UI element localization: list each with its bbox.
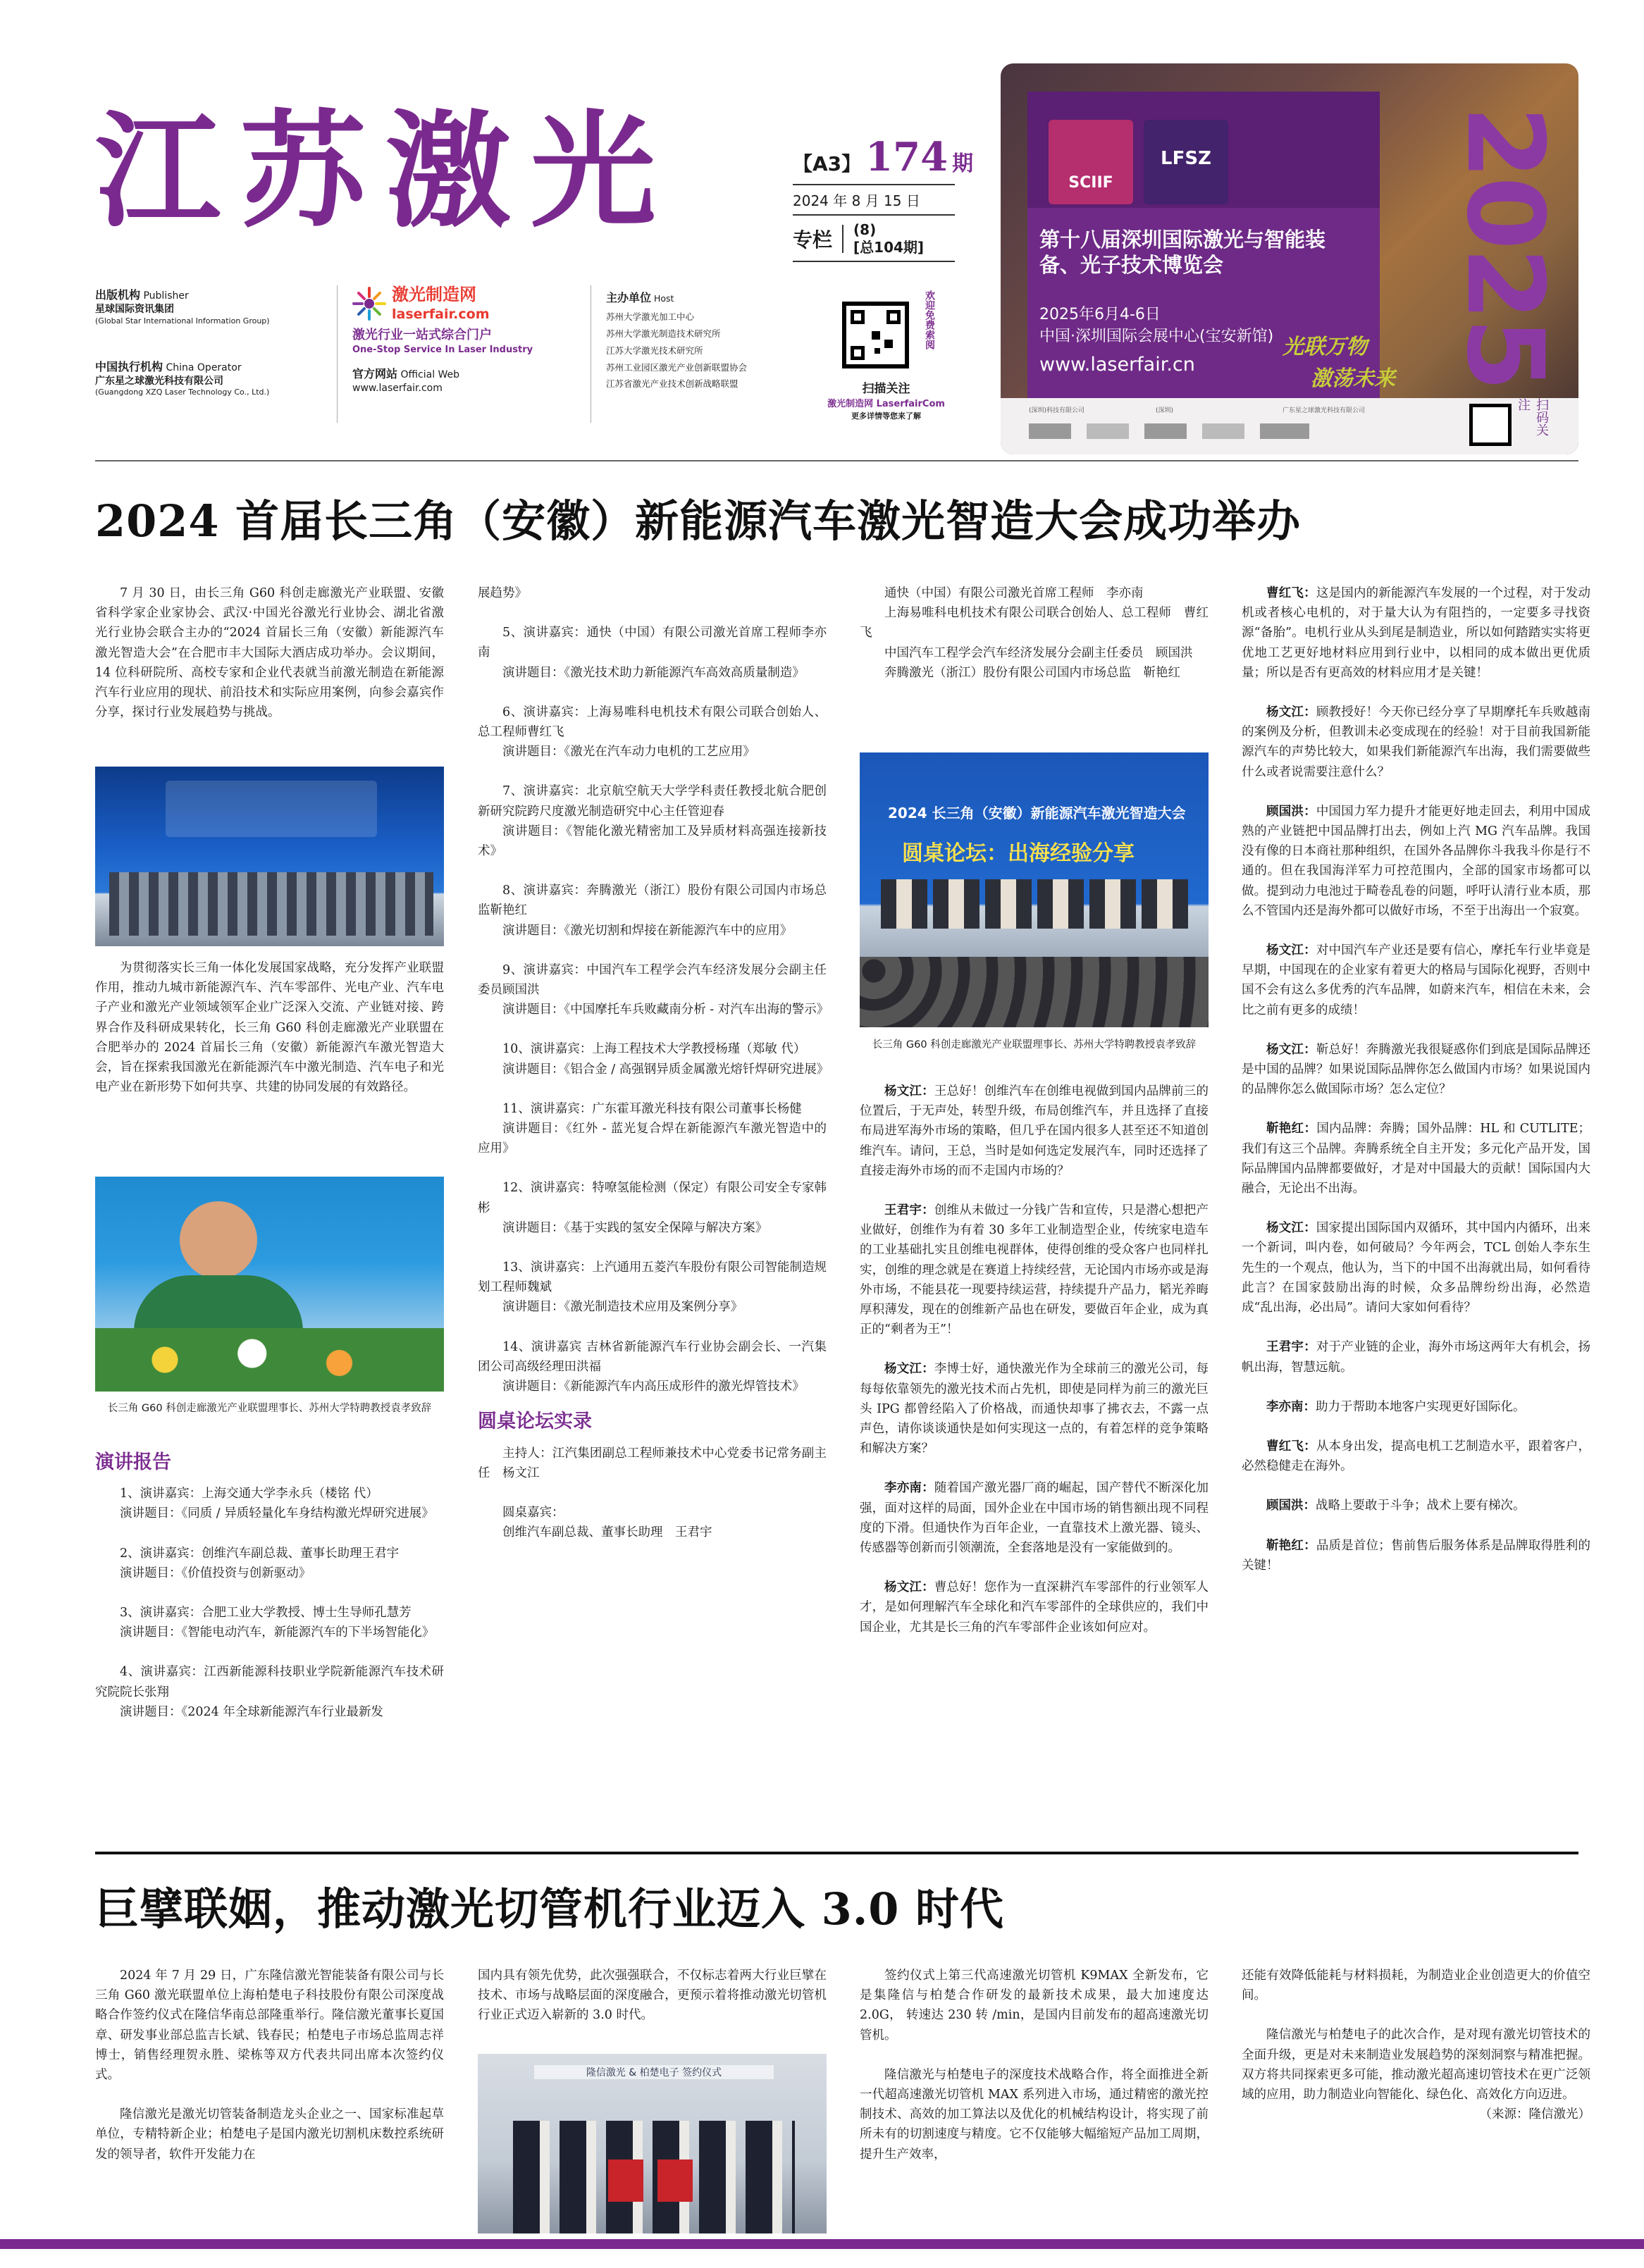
ad-strip-text: 广东星之球激光科技有限公司: [1283, 407, 1366, 414]
dialog-text: 助力于帮助本地客户实现更好国际化。: [1316, 1399, 1526, 1414]
roundtable-col3: [860, 583, 1209, 683]
article2-para: 隆信激光与柏楚电子的深度技术战略合作，将全面推进全新一代超高速激光切管机 MAX 系列进入市场，通过精密的激光控制技术、高效的加工算法以及优化的机械结构设计，将实现了前所未有的切割速度与精度。它不仅能够大幅缩短产品加工周期，提升生产效率，: [860, 2067, 1209, 2162]
dialog-speaker: 曹红飞：: [1266, 1439, 1316, 1454]
roundtable-guest: 上海易唯科电机技术有限公司联合创始人、总工程师 曹红飞: [860, 606, 1209, 640]
talk-title: 演讲题目：《激光在汽车动力电机的工艺应用》: [502, 745, 755, 760]
host-item: 苏州工业园区激光产业创新联盟协会: [606, 361, 748, 373]
dialog-text: 创维从未做过一分钱广告和宣传，只是潜心想把产业做好，创维作为有着 30 多年工业制造型企业，传统家电造车的工业基础扎实且创维电视群体，使得创维的受众客户也同样扎实，创维的理念就是在赛道上持续经营，无论国内市场亦或是海外市场，不能县花一现要持续运营，持续提升产品力，韬光养晦厚积薄发，现在的创维新产品也在研发，要做百年企业，成为真正的“剩者为王”！: [860, 1203, 1209, 1337]
edition-label: 【A3】: [793, 152, 862, 175]
roundtable-guest: 中国汽车工程学会汽车经济发展分会副主任委员 顾国洪: [884, 645, 1193, 660]
dialog-text: 靳总好！奔腾激光我很疑惑你们到底是国际品牌还是中国的品牌？如果说国际品牌你怎么做国内市场？如果说国内的品牌你怎么做国际市场？怎么定位？: [1242, 1042, 1591, 1097]
qr-scan-label: 扫描关注: [862, 382, 910, 396]
photo-caption-b: 长三角 G60 科创走廊激光产业联盟理事长、苏州大学特聘教授袁孝致辞: [872, 1039, 1197, 1051]
dialog-speaker: 李亦南：: [1266, 1399, 1316, 1414]
talk-guest: 4、演讲嘉宾：江西新能源科技职业学院新能源汽车技术研究院院长张翔: [95, 1665, 444, 1699]
talk-guest: 12、演讲嘉宾：特嘹氢能检测（保定）有限公司安全专家韩彬: [478, 1181, 827, 1215]
qr-line3: 更多详情等您来了解: [851, 411, 921, 421]
masthead-title: 江苏激光: [95, 99, 676, 244]
column-number: (8): [853, 221, 877, 238]
dialog-speaker: 李亦南：: [884, 1481, 934, 1496]
host-item: 江苏大学激光技术研究所: [606, 345, 703, 356]
dialog-text: 对中国汽车产业还是要有信心，摩托车行业毕竟是早期，中国现在的企业家有着更大的格局与国际化视野，否则中国不会有这么多优秀的汽车品牌，如蔚来汽车，相信在未来，会比之前有更多的成绩！: [1242, 943, 1591, 1017]
ad-slogan2: 激荡未来: [1311, 366, 1395, 391]
host-item: 苏州大学激光制造技术研究所: [606, 328, 721, 340]
talk-title: 演讲题目：《价值投资与创新驱动》: [120, 1566, 311, 1580]
dialog-text: 顾教授好！今天你已经分享了早期摩托车兵败越南的案例及分析，但教训未必变成现在的经验！对于目前我国新能源汽车的声势比较大，如果我们新能源汽车出海，我们需要做些什么或者说需要注意什么？: [1242, 705, 1591, 779]
dialog-text: 这是国内的新能源汽车发展的一个过程，对于发动机或者核心电机的，对于量大认为有阻挡的，一定要多寻找资源“备胎”。电机行业从头到尾是制造业，所以如何踏踏实实将更优地工艺更好地材料应用到行业中，以相同的成本做出更优质量；所以是否有更高效的材料应用才是关键！: [1242, 586, 1591, 680]
talk-guest: 8、演讲嘉宾：奔腾激光（浙江）股份有限公司国内市场总监靳艳红: [478, 884, 827, 918]
portal-slogan-cn: 激光行业一站式综合门户: [352, 328, 492, 343]
article1-col1: [95, 583, 444, 722]
dialog-speaker: 顾国洪：: [1266, 804, 1316, 819]
expo-advertisement[interactable]: [1001, 63, 1578, 454]
dialog-col3: [860, 1082, 1209, 1637]
host-label-en: Host: [654, 293, 674, 304]
operator-name: 广东星之球激光科技有限公司: [95, 375, 223, 387]
article2-col1: [95, 1966, 444, 2164]
roundtable-guest: 奔腾激光（浙江）股份有限公司国内市场总监 靳艳红: [884, 665, 1180, 680]
signing-ceremony-photo: [478, 2054, 827, 2233]
article2-para: 2024 年 7 月 29 日，广东隆信激光智能装备有限公司与长三角 G60 激光联盟单位上海柏楚电子科技股份有限公司深度战略合作签约仪式在隆信华南总部隆重举行。隆信激光董事长夏国章、研发事业部总监吉长斌、钱春民；柏楚电子市场总监周志祥博士，销售经理贺永胜、梁栋等双方代表共同出席本次签约仪式。: [95, 1969, 444, 2083]
site-label: 官方网站: [352, 366, 398, 380]
talk-title: 演讲题目：《新能源汽车内高压成形件的激光焊管技术》: [502, 1380, 805, 1394]
lfsz-logo-icon: [1144, 120, 1228, 204]
talk-guest: 11、演讲嘉宾：广东霍耳激光科技有限公司董事长杨健: [502, 1101, 802, 1116]
ad-slogan: [1283, 331, 1395, 395]
speaker-photo: [95, 1177, 444, 1392]
host-block: [606, 287, 817, 392]
article1-intro: 7 月 30 日，由长三角 G60 科创走廊激光产业联盟、安徽省科学家企业家协会、武汉·中国光谷激光行业协会、湖北省激光行业协会联合主办的“2024 首届长三角（安徽）新能源汽车激光智造大会”在合肥市丰大国际大酒店成功举办。会议期间，14 位科研院所、高校专家和企业代表就当前激光制造在新能源汽车行业应用的现状、前沿技术和实际应用案例，向参会嘉宾作分享，探讨行业发展趋势与挑战。: [95, 586, 444, 720]
talk-guest: 1、演讲嘉宾：上海交通大学李永兵（楼铭 代）: [120, 1487, 378, 1501]
qr-code-icon[interactable]: [842, 302, 909, 368]
qr-side-text: 欢迎免费索阅: [924, 290, 935, 349]
portal-logo-en: laserfair.com: [392, 306, 490, 323]
ad-logos: [1027, 92, 1380, 208]
roundtable-photo-title: 2024 长三角（安徽）新能源汽车激光智造大会: [888, 805, 1186, 822]
dialog-text: 对于产业链的企业，海外市场这两年大有机会，扬帆出海，智慧远航。: [1242, 1340, 1591, 1375]
qr-caption: [824, 380, 948, 422]
roundtable-photo: [860, 752, 1209, 1027]
dialog-speaker: 杨文江：: [1266, 1042, 1316, 1057]
ad-qr-text: 扫码关注: [1516, 398, 1549, 436]
dialog-text: 中国国力军力提升才能更好地走回去，利用中国成熟的产业链把中国品牌打出去，例如上汽 MG 汽车品牌。我国没有像的日本商社那种组织，在国外各品牌你斗我我斗你是行不通的。但在我国海洋军力可控范围内，全部的国家市场都可以做。提到动力电池过于畸卷乱卷的问题，呼吁认清行业本质，那么不管国内还是海外都可以做好市场，不至于出海出一个寂寞。: [1242, 804, 1591, 918]
talks-col1: [95, 1437, 444, 1722]
talk-title: 演讲题目：《智能电动汽车，新能源汽车的下半场智能化》: [120, 1625, 435, 1640]
article2-col3: [860, 1966, 1209, 2164]
operator-label: 中国执行机构: [95, 359, 163, 373]
talk-guest: 9、演讲嘉宾：中国汽车工程学会汽车经济发展分会副主任委员顾国洪: [478, 962, 827, 998]
section-speech-reports: 演讲报告: [95, 1451, 171, 1473]
talk-title: 演讲题目：《红外 - 蓝光复合焊在新能源汽车激光智造中的应用》: [478, 1122, 827, 1156]
section-roundtable: 圆桌论坛实录: [478, 1411, 592, 1433]
ad-venue: 中国·深圳国际会展中心(宝安新馆): [1039, 327, 1274, 345]
footer-bar: [0, 2239, 1644, 2249]
dialog-text: 随着国产激光器厂商的崛起，国产替代不断深化加强，面对这样的局面，国外企业在中国市场的销售额出现不同程度的下滑。但通快作为百年企业，一直靠技术上激光器、镜头、传感器等创新而引领潮流，全套落地是没有一家能做到的。: [860, 1481, 1209, 1556]
article2-col4: [1242, 1966, 1590, 2124]
publisher-label: 出版机构: [95, 288, 141, 302]
talk-title: 演讲题目：《同质 / 异质轻量化车身结构激光焊研究进展》: [120, 1506, 434, 1521]
operator-label-en: China Operator: [166, 361, 242, 373]
article1-para2: 为贯彻落实长三角一体化发展国家战略，充分发挥产业联盟作用，推动九城市新能源汽车、汽车零部件、光电产业、汽车电子产业和激光产业领域领军企业广泛深入交流、产业链对接、跨界合作及科研成果转化，长三角 G60 科创走廊激光产业联盟在合肥举办的 2024 首届长三角（安徽）新能源汽车激光智造大会，旨在探索我国激光在新能源汽车中激光制造、汽车电子和光电产业在新形势下如何共享、共建的协同发展的有效路径。: [95, 961, 444, 1095]
ad-url[interactable]: www.laserfair.cn: [1039, 354, 1195, 376]
dialog-speaker: 杨文江：: [884, 1362, 934, 1377]
talk-title: 演讲题目：《基于实践的氢安全保障与解决方案》: [502, 1220, 768, 1235]
photo-caption-a: 长三角 G60 科创走廊激光产业联盟理事长、苏州大学特聘教授袁孝致辞: [107, 1403, 432, 1414]
portal-block: [352, 283, 564, 395]
dialog-text: 战略上要敢于斗争；战术上要有梯次。: [1316, 1499, 1526, 1513]
conference-stage-photo: [95, 767, 444, 946]
dialog-speaker: 靳艳红：: [1266, 1122, 1317, 1136]
article2-para: 还能有效降低能耗与材料损耗，为制造业企业创造更大的价值空间。: [1242, 1969, 1590, 2003]
portal-slogan-en: One-Stop Service In Laser Industry: [352, 345, 533, 356]
dialog-speaker: 杨文江：: [884, 1580, 934, 1595]
dialog-speaker: 王君宇：: [884, 1203, 934, 1218]
publisher-block: [95, 287, 307, 398]
column-label: 专栏: [793, 225, 843, 253]
article2-para: 隆信激光是激光切管装备制造龙头企业之一、国家标准起草单位，专精特新企业；柏楚电子是国内激光切割机床数控系统研发的领导者，软件开发能力在: [95, 2107, 444, 2162]
dialog-col4: [1242, 583, 1590, 1575]
dialog-speaker: 顾国洪：: [1266, 1499, 1316, 1513]
qr-line2: 激光制造网 LaserfairCom: [827, 398, 945, 409]
dialog-text: 李博士好，通快激光作为全球前三的激光公司，每每每依靠领先的激光技术而占先机，即使是同样为前三的激光巨头 IPG 都曾经陷入了价格战，而通快却事了拂衣去，不露一点声色，请你谈谈通快是如何实现这一点的，有着怎样的竞争策略和解决方案？: [860, 1362, 1209, 1456]
dialog-text: 品质是首位；售前售后服务体系是品牌取得胜利的关键！: [1242, 1538, 1591, 1573]
host-label: 主办单位: [606, 291, 652, 304]
publisher-name-en: (Global Star International Information Group): [95, 316, 270, 326]
dialog-speaker: 杨文江：: [1266, 705, 1316, 720]
talk-guest: 13、演讲嘉宾：上汽通用五菱汽车股份有限公司智能制造规划工程师魏斌: [478, 1260, 827, 1295]
talk-title: 演讲题目：《中国摩托车兵败藏南分析 - 对汽车出海的警示》: [502, 1003, 829, 1017]
ad-year: 2025: [1443, 106, 1566, 389]
article1-col1-b: [95, 958, 444, 1097]
portal-logo-cn: 激光制造网: [392, 285, 476, 304]
article2-headline: 巨擘联姻，推动激光切管机行业迈入 3.0 时代: [95, 1883, 1005, 1935]
talk-guest: 10、演讲嘉宾：上海工程技术大学教授杨瑾（郑敏 代）: [502, 1042, 806, 1057]
issue-box: [793, 134, 974, 262]
ad-title: 第十八届深圳国际激光与智能装备、光子技术博览会: [1039, 228, 1326, 278]
dialog-text: 从本身出发，提高电机工艺制造水平，跟着客户，必然稳健走在海外。: [1242, 1439, 1591, 1474]
talk-guest: 2、演讲嘉宾：创维汽车副总裁、董事长助理王君宇: [120, 1546, 400, 1561]
article2-para: 签约仪式上第三代高速激光切管机 K9MAX 全新发布，它是集隆信与柏楚合作研发的最新技术成果，最大加速度达 2.0G， 转速达 230 转 /min，是国内目前发布的超高速激光切管机。: [860, 1969, 1209, 2043]
article2-para: 隆信激光与柏楚电子的此次合作，是对现有激光切管技术的全面升级，更是对未来制造业发展趋势的深刻洞察与精准把握。双方将共同探索更多可能，推动激光超高速切管技术在更广泛领域的应用，助力制造业向智能化、绿色化、高效化方向迈进。: [1242, 2028, 1590, 2102]
roundtable-guest: 通快（中国）有限公司激光首席工程师 李亦南: [884, 586, 1144, 600]
talk-guest: 3、演讲嘉宾：合肥工业大学教授、博士生导师孔慧芳: [120, 1606, 412, 1621]
dialog-speaker: 王君宇：: [1266, 1340, 1316, 1355]
talk-title: 演讲题目：《激光切割和焊接在新能源汽车中的应用》: [502, 923, 793, 938]
site-label-en: Official Web: [400, 368, 460, 380]
total-number: [总104期]: [853, 239, 925, 256]
dialog-text: 曹总好！您作为一直深耕汽车零部件的行业领军人才，是如何理解汽车全球化和汽车零部件的全球供应的，我们中国企业，尤其是长三角的汽车零部件企业该如何应对。: [860, 1580, 1209, 1635]
talk-guest: 14、演讲嘉宾 吉林省新能源汽车行业协会副会长、一汽集团公司高级经理田洪福: [478, 1339, 827, 1374]
talk-continued: 展趋势》: [478, 586, 527, 600]
operator-name-en: (Guangdong XZQ Laser Technology Co., Ltd.): [95, 388, 270, 397]
dialog-speaker: 曹红飞：: [1266, 586, 1316, 600]
signing-photo-banner: 隆信激光 & 柏楚电子 签约仪式: [534, 2065, 774, 2079]
ad-logo2-text: LFSZ: [1161, 148, 1211, 169]
talk-title: 演讲题目：《铝合金 / 高强钢异质金属激光熔钎焊研究进展》: [502, 1062, 829, 1077]
talk-title: 演讲题目：《激光制造技术应用及案例分享》: [502, 1300, 743, 1315]
dialog-text: 国家提出国际国内双循环，其中国内内循环，出来一个新词，叫内卷，如何破局？今年两会，TCL 创始人李东生先生的一个观点，他认为，当下的中国不出海就出局，如何看待此言？在国家鼓励出海的时候，众多品牌纷纷出海，必然造成“乱出海，必出局”。请问大家如何看待？: [1242, 1221, 1591, 1315]
ad-date-venue: [1039, 304, 1273, 348]
article2-para: 国内具有领先优势，此次强强联合，不仅标志着两大行业巨擘在技术、市场与战略层面的深度融合，更预示着将推动激光切管机行业正式迈入崭新的 3.0 时代。: [478, 1969, 827, 2023]
dialog-speaker: 杨文江：: [1266, 943, 1316, 958]
ad-sponsor-strip: [1001, 398, 1578, 454]
dialog-speaker: 杨文江：: [884, 1084, 934, 1098]
roundtable-guest: 创维汽车副总裁、董事长助理 王君宇: [502, 1525, 712, 1540]
dialog-speaker: 杨文江：: [1266, 1221, 1316, 1236]
talk-title: 演讲题目：《激光技术助力新能源汽车高效高质量制造》: [502, 665, 805, 680]
talks-col2: [478, 583, 827, 1542]
talk-guest: 6、演讲嘉宾：上海易唯科电机技术有限公司联合创始人、总工程师曹红飞: [478, 705, 827, 740]
ad-logo1-text: SCIIF: [1068, 174, 1113, 192]
sunburst-logo-icon: [352, 287, 386, 321]
ad-strip-text: (深圳): [1156, 407, 1174, 414]
host-item: 苏州大学激光加工中心: [606, 311, 695, 323]
article-divider: [95, 1852, 1578, 1854]
dialog-speaker: 靳艳红：: [1266, 1538, 1316, 1553]
ad-date: 2025年6月4-6日: [1039, 306, 1161, 323]
publisher-name: 星球国际资讯集团: [95, 303, 174, 315]
talk-guest: 7、演讲嘉宾：北京航空航天大学学科责任教授北航合肥创新研究院跨尺度激光制造研究中心主任管迎春: [478, 784, 827, 819]
sciif-logo-icon: [1049, 120, 1133, 204]
ad-qr-code-icon[interactable]: [1469, 404, 1512, 446]
article2-col2: [478, 1966, 827, 2026]
article2-source: （来源：隆信激光）: [1479, 2107, 1590, 2122]
talk-title: 演讲题目：《智能化激光精密加工及异质材料高强连接新技术》: [478, 824, 827, 859]
roundtable-guests-label: 圆桌嘉宾：: [502, 1505, 564, 1520]
issue-date: 2024 年 8 月 15 日: [793, 184, 955, 216]
ad-slogan1: 光联万物: [1283, 335, 1367, 359]
issue-suffix: 期: [952, 151, 974, 176]
article1-headline: 2024 首届长三角（安徽）新能源汽车激光智造大会成功举办: [95, 495, 1302, 547]
roundtable-host: 主持人：江汽集团副总工程师兼技术中心党委书记常务副主任 杨文江: [478, 1446, 827, 1480]
talk-guest: 5、演讲嘉宾：通快（中国）有限公司激光首席工程师李亦南: [478, 626, 827, 660]
host-item: 江苏省激光产业技术创新战略联盟: [606, 378, 738, 390]
talk-title: 演讲题目：《2024 年全球新能源汽车行业最新发: [120, 1704, 383, 1719]
ad-strip-text: (深圳)科技有限公司: [1029, 407, 1085, 414]
dialog-text: 王总好！创维汽车在创维电视做到国内品牌前三的位置后，于无声处，转型升级，布局创维汽车，并且选择了直接布局进军海外市场的策略，但几乎在国内很多人甚至还不知道创维汽车。请问，王总，当时是如何选定发展汽车，同时还选择了直接走海外市场的而不走国内市场的？: [860, 1084, 1209, 1178]
site-url[interactable]: www.laserfair.com: [352, 382, 443, 394]
issue-number: 174: [865, 134, 948, 180]
roundtable-photo-subtitle: 圆桌论坛：出海经验分享: [902, 841, 1135, 866]
dialog-text: 国内品牌：奔腾；国外品牌：HL 和 CUTLITE；我们有这三个品牌。奔腾系统全自主开发；多元化产品开发，国际品牌国内品牌都要做好，才是对中国最大的贡献！国际国内大融合，无论出不出海。: [1242, 1122, 1590, 1196]
publisher-label-en: Publisher: [143, 290, 189, 302]
